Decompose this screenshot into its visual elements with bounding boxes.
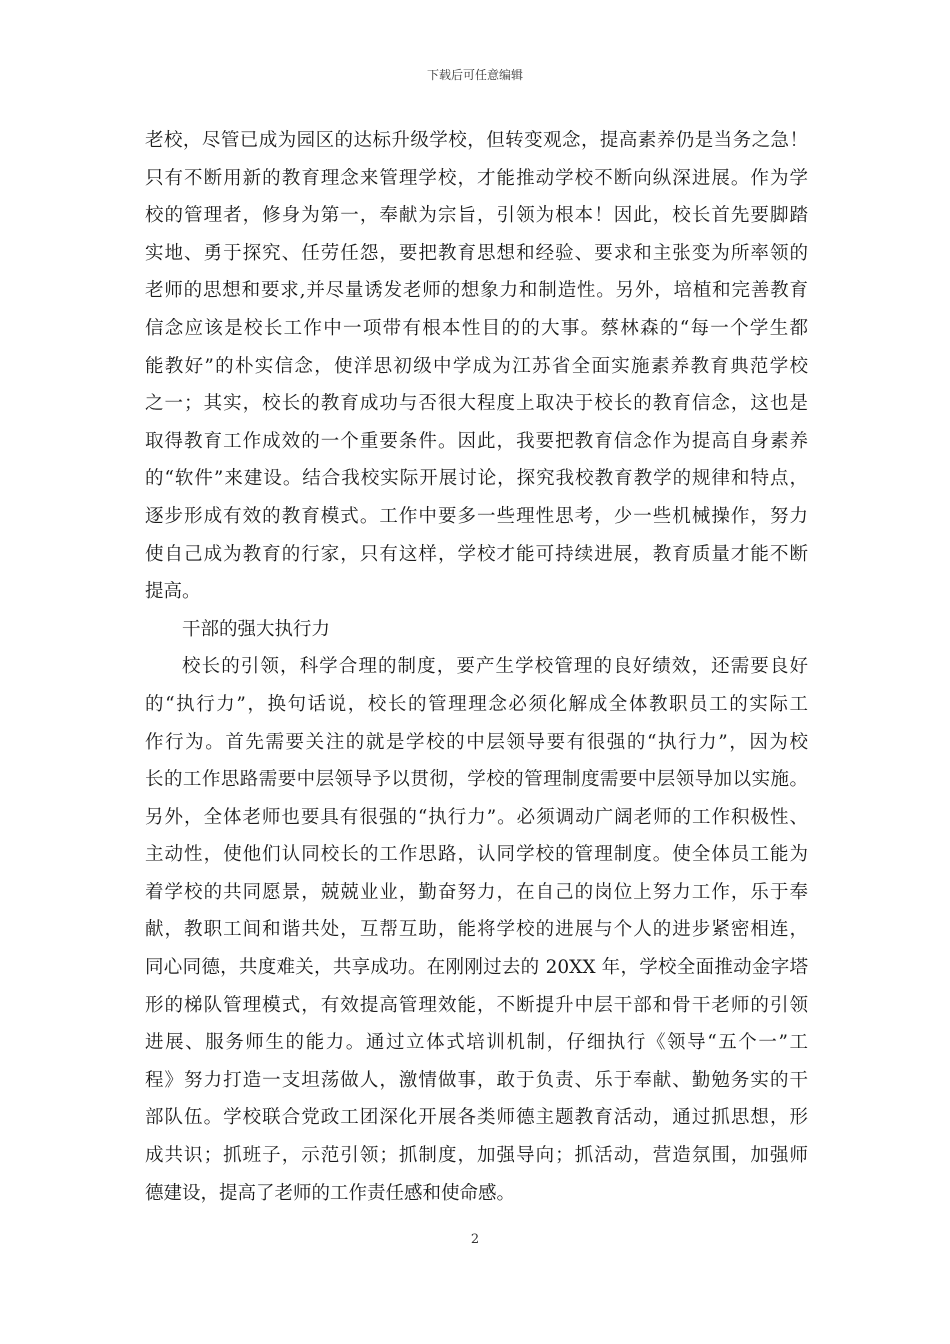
paragraph-line: 形的梯队管理模式，有效提高管理效能，不断提升中层干部和骨干老师的引领 [145,994,808,1016]
paragraph-line: 程》努力打造一支坦荡做人，激情做事，敢于负责、乐于奉献、勤勉务实的干 [145,1069,808,1091]
paragraph-line: 使自己成为教育的行家，只有这样，学校才能可持续进展，教育质量才能不断 [145,543,808,565]
paragraph-line: 逐步形成有效的教育模式。工作中要多一些理性思考，少一些机械操作，努力 [145,505,808,527]
paragraph-line: 校的管理者，修身为第一，奉献为宗旨，引领为根本！因此，校长首先要脚踏 [145,205,808,227]
paragraph-line: 另外，全体老师也要具有很强的“执行力”。必须调动广阔老师的工作积极性、 [145,806,808,828]
document-body [145,122,808,1212]
paragraph-line: 只有不断用新的教育理念来管理学校，才能推动学校不断向纵深进展。作为学 [145,167,808,189]
paragraph-line: 老校，尽管已成为园区的达标升级学校，但转变观念，提高素养仍是当务之急！ [145,130,808,151]
paragraph-line: 进展、服务师生的能力。通过立体式培训机制，仔细执行《领导“五个一”工 [145,1032,808,1054]
paragraph-line: 着学校的共同愿景，兢兢业业，勤奋努力，在自己的岗位上努力工作，乐于奉 [145,881,808,903]
paragraph-line: 德建设，提高了老师的工作责任感和使命感。 [145,1182,516,1204]
paragraph-line: 实地、勇于探究、任劳任怨，要把教育思想和经验、要求和主张变为所率领的 [145,242,808,264]
paragraph-line: 同心同德，共度难关，共享成功。在刚刚过去的 20XX 年，学校全面推动金字塔 [145,957,808,979]
page-number: 2 [470,1232,480,1247]
paragraph-line: 之一；其实，校长的教育成功与否很大程度上取决于校长的教育信念，这也是 [145,393,808,415]
paragraph-line: 提高。 [145,581,201,603]
paragraph-line: 献，教职工间和谐共处，互帮互助，能将学校的进展与个人的进步紧密相连， [145,919,808,941]
paragraph-line: 长的工作思路需要中层领导予以贯彻，学校的管理制度需要中层领导加以实施。 [145,769,808,791]
paragraph-line: 作行为。首先需要关注的就是学校的中层领导要有很强的“执行力”，因为校 [145,731,808,753]
section-heading: 干部的强大执行力 [182,618,331,640]
paragraph-line: 老师的思想和要求,并尽量诱发老师的想象力和制造性。另外，培植和完善教育 [145,280,808,302]
paragraph-line: 校长的引领，科学合理的制度，要产生学校管理的良好绩效，还需要良好 [182,656,808,678]
paragraph-line: 成共识；抓班子，示范引领；抓制度，加强导向；抓活动，营造氛围，加强师 [145,1145,808,1167]
paragraph-line: 的“软件”来建设。结合我校实际开展讨论，探究我校教育教学的规律和特点， [145,468,808,490]
paragraph-line: 信念应该是校长工作中一项带有根本性目的的大事。蔡林森的“每一个学生都 [145,317,808,339]
paragraph-line: 能教好”的朴实信念，使洋思初级中学成为江苏省全面实施素养教育典范学校 [145,355,808,377]
page-header: 下载后可任意编辑 [426,68,523,82]
paragraph-leadership-intro [145,122,808,611]
paragraph-execution [145,648,808,1212]
paragraph-line: 部队伍。学校联合党政工团深化开展各类师德主题教育活动，通过抓思想，形 [145,1107,808,1129]
paragraph-line: 主动性，使他们认同校长的工作思路，认同学校的管理制度。使全体员工能为 [145,844,808,866]
paragraph-line: 取得教育工作成效的一个重要条件。因此，我要把教育信念作为提高自身素养 [145,430,808,452]
paragraph-line: 的“执行力”，换句话说，校长的管理理念必须化解成全体教职员工的实际工 [145,693,808,715]
